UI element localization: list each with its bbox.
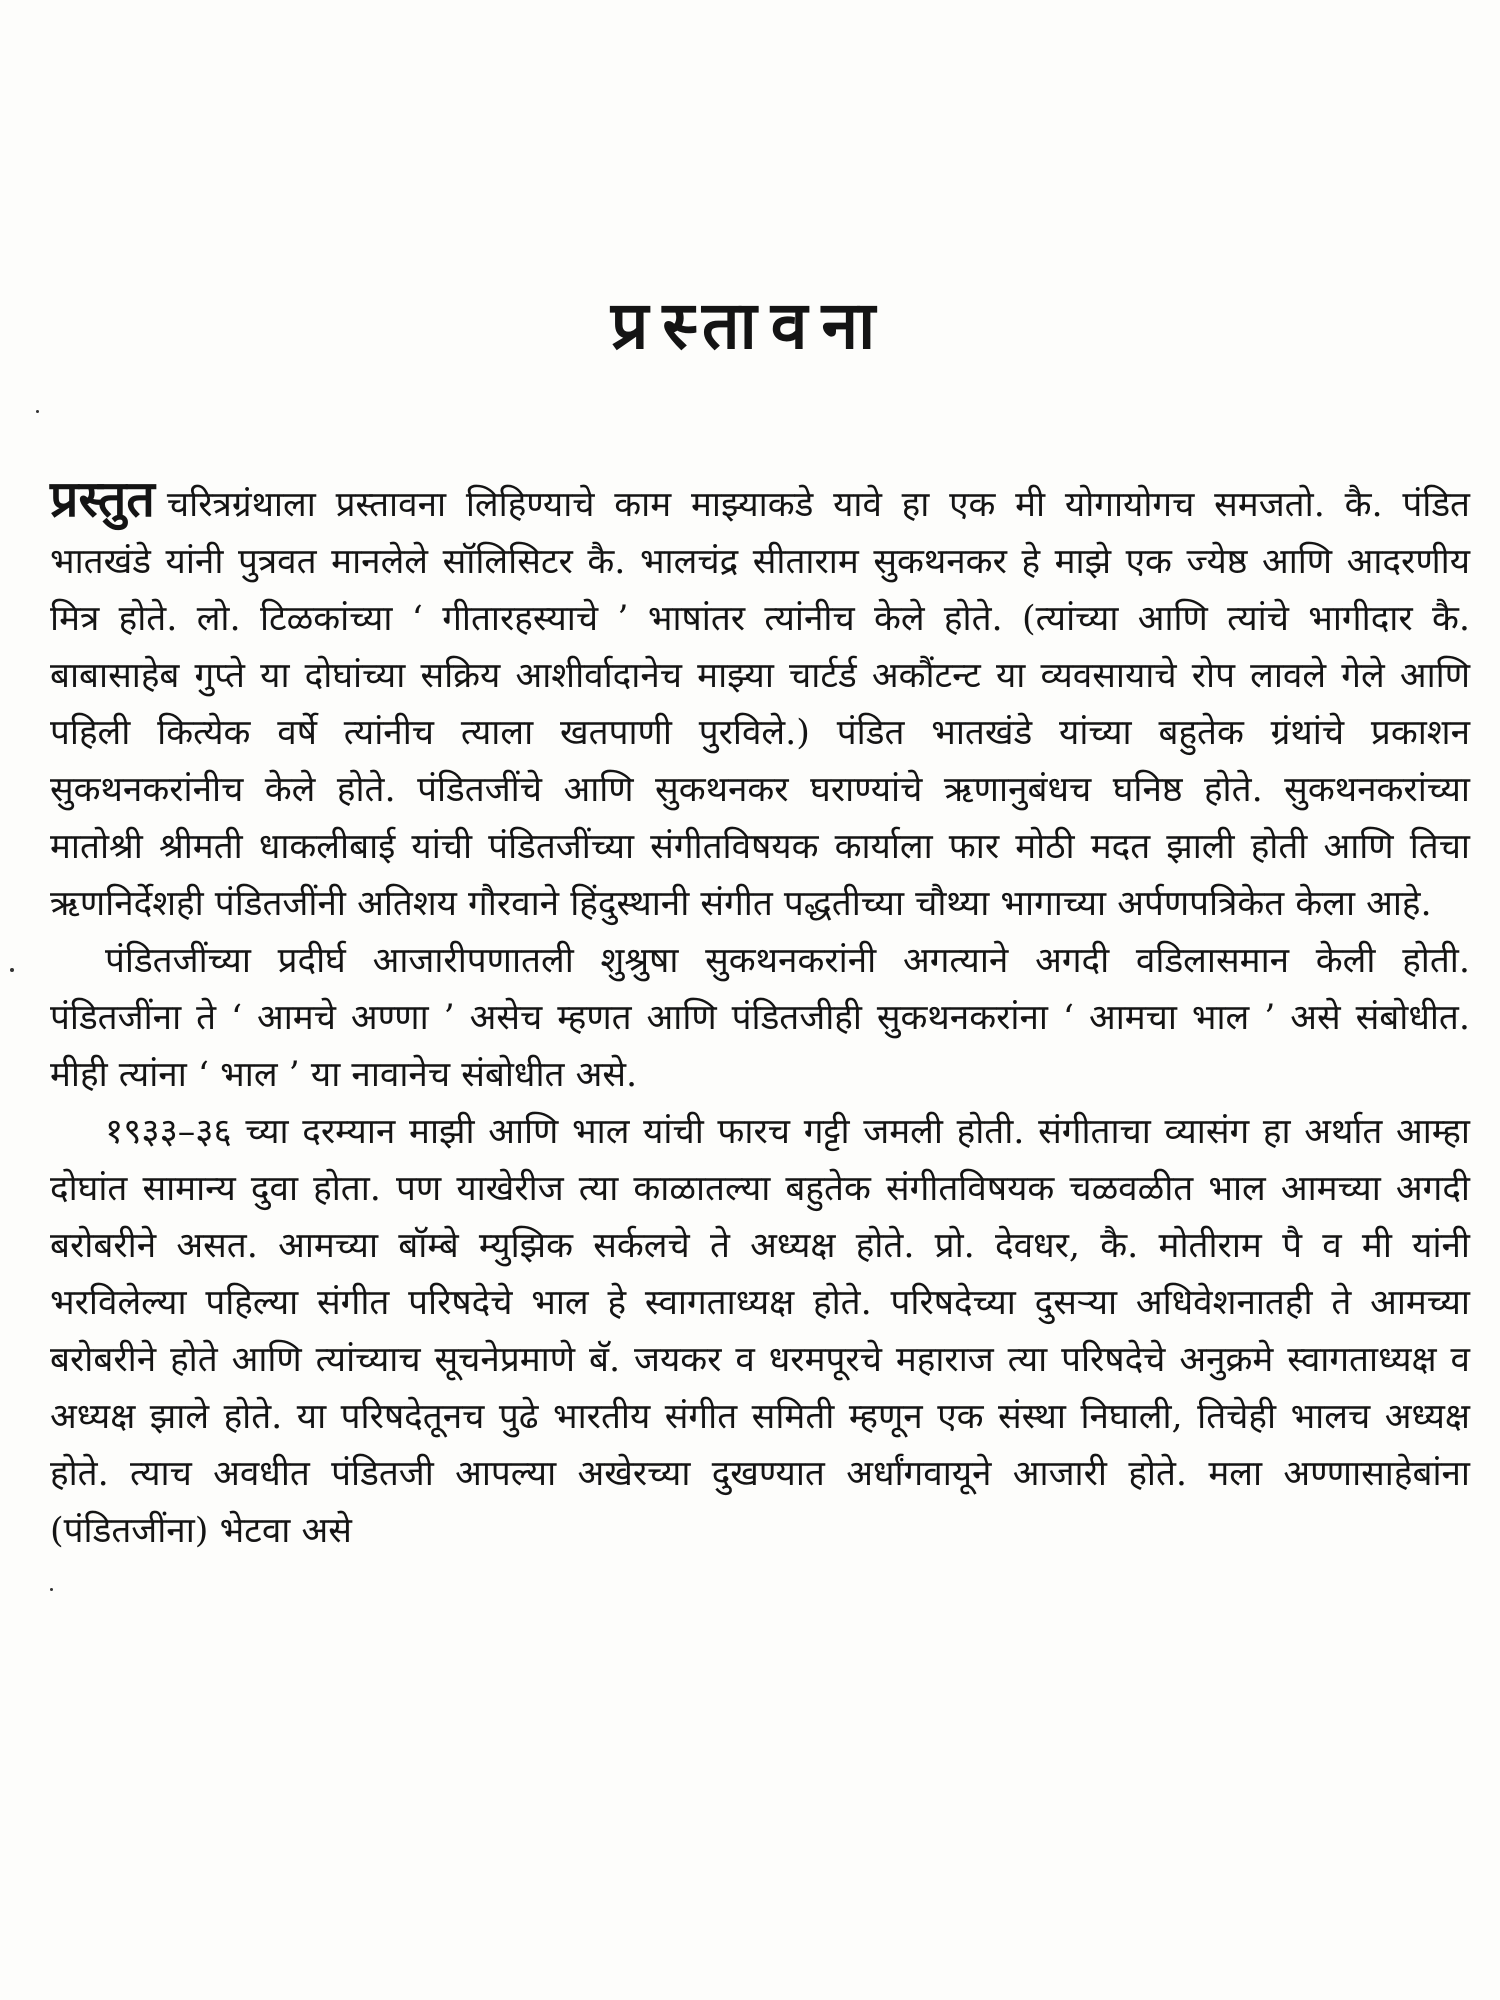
scan-speck	[36, 410, 39, 413]
paragraph-2: पंडितजींच्या प्रदीर्घ आजारीपणातली शुश्रुषा सुकथनकरांनी अगत्याने अगदी वडिलासमान केली होती. पंडितजींना ते ‘ आमचे अण्णा ’ असेच म्हणत आणि पंडितजीही सुकथनकरांना ‘ आमचा भाल ’ असे संबोधीत. मीही त्यांना ‘ भाल ’ या नावानेच संबोधीत असे.	[50, 941, 1470, 1095]
scan-speck	[50, 1588, 53, 1591]
body-text	[50, 470, 1470, 1560]
paragraph-1-text: चरित्रग्रंथाला प्रस्तावना लिहिण्याचे काम माझ्याकडे यावे हा एक मी योगायोगच समजतो. कै. पंडित भातखंडे यांनी पुत्रवत मानलेले सॉलिसिटर कै. भालचंद्र सीताराम सुकथनकर हे माझे एक ज्येष्ठ आणि आदरणीय मित्र होते. लो. टिळकांच्या ‘ गीतारहस्याचे ’ भाषांतर त्यांनीच केले होते. (त्यांच्या आणि त्यांचे भागीदार कै. बाबासाहेब गुप्ते या दोघांच्या सक्रिय आशीर्वादानेच माझ्या चार्टर्ड अकौंटन्ट या व्यवसायाचे रोप लावले गेले आणि पहिली कित्येक वर्षे त्यांनीच त्याला खतपाणी पुरविले.) पंडित भातखंडे यांच्या बहुतेक ग्रंथांचे प्रकाशन सुकथनकरांनीच केले होते. पंडितजींचे आणि सुकथनकर घराण्यांचे ऋणानुबंधच घनिष्ठ होते. सुकथनकरांच्या मातोश्री श्रीमती धाकलीबाई यांची पंडितजींच्या संगीतविषयक कार्याला फार मोठी मदत झाली होती आणि तिचा ऋणनिर्देशही पंडितजींनी अतिशय गौरवाने हिंदुस्थानी संगीत पद्धतीच्या चौथ्या भागाच्या अर्पणपत्रिकेत केला आहे.	[50, 485, 1470, 924]
page-title: प्रस्तावना	[610, 286, 890, 364]
paragraph-3: १९३३–३६ च्या दरम्यान माझी आणि भाल यांची फारच गट्टी जमली होती. संगीताचा व्यासंग हा अर्थात आम्हा दोघांत सामान्य दुवा होता. पण याखेरीज त्या काळातल्या बहुतेक संगीतविषयक चळवळीत भाल आमच्या अगदी बरोबरीने असत. आमच्या बॉम्बे म्युझिक सर्कलचे ते अध्यक्ष होते. प्रो. देवधर, कै. मोतीराम पै व मी यांनी भरविलेल्या पहिल्या संगीत परिषदेचे भाल हे स्वागताध्यक्ष होते. परिषदेच्या दुसऱ्या अधिवेशनातही ते आमच्या बरोबरीने होते आणि त्यांच्याच सूचनेप्रमाणे बॅ. जयकर व धरमपूरचे महाराज त्या परिषदेचे अनुक्रमे स्वागताध्यक्ष व अध्यक्ष झाले होते. या परिषदेतूनच पुढे भारतीय संगीत समिती म्हणून एक संस्था निघाली, तिचेही भालच अध्यक्ष होते. त्याच अवधीत पंडितजी आपल्या अखेरच्या दुखण्यात अर्धांगवायूने आजारी होते. मला अण्णासाहेबांना (पंडितजींना) भेटवा असे	[50, 1112, 1470, 1551]
drop-cap-word: प्रस्तुत	[50, 469, 155, 528]
paragraph-1	[50, 470, 1470, 933]
scan-speck	[10, 968, 14, 972]
